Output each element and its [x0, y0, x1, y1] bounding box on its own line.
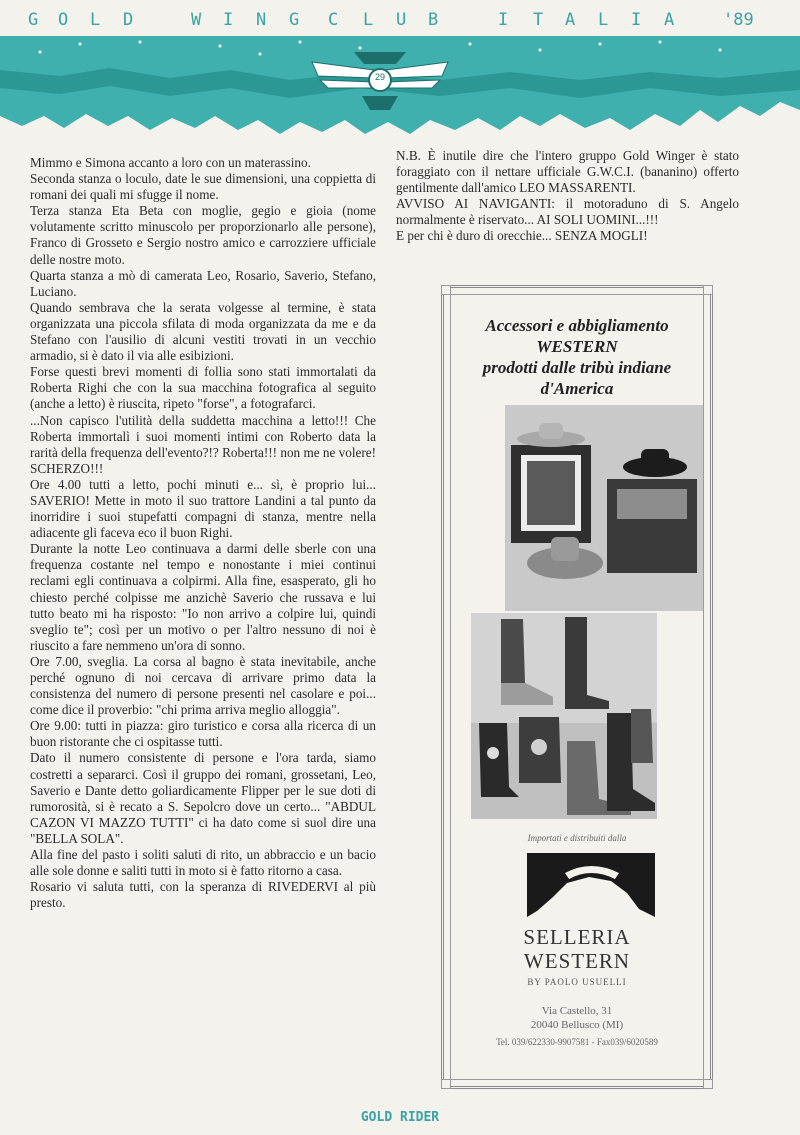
ad-credit: Importati e distribuiti dalla [527, 833, 627, 843]
paragraph: Rosario vi saluta tutti, con la speranza di RIVEDERVI al più presto. [30, 879, 376, 911]
ad-headline-line: prodotti dalle tribù indiane [482, 358, 672, 377]
header-letter: T [533, 10, 544, 30]
paragraph: Dato il numero consistente di persone e l'ora tarda, siamo costretti a separarci. Così il gruppo dei romani, grossetani, Leo, Saverio e Dante detto goliardicamente Flipper per le sue doti di rumorosità, si è recato a S. Sepolcro dove un certo... "ABDUL CAZON VI MAZZO TUTTI" ci ha dato come si suol dire una "BELLA SOLA". [30, 750, 376, 846]
ad-headline [441, 315, 713, 399]
selleria-logo-icon [527, 853, 655, 917]
paragraph: Ore 9.00: tutti in piazza: giro turistico e corsa alla ricerca di un buon ristorante che ci ospitasse tutti. [30, 718, 376, 750]
brand-line: WESTERN [523, 949, 631, 973]
paragraph: N.B. È inutile dire che l'intero gruppo Gold Winger è stato foraggiato con il nettare ufficiale G.W.C.I. (bananino) offerto gentilmente dall'amico LEO MASSARENTI. [396, 148, 739, 196]
paragraph: Forse questi brevi momenti di follia sono stati immortalati da Roberta Righi che con la sua macchina fotografica al seguito (anche a letto) è riuscita, ripeto "forse", a fotografarci. [30, 364, 376, 412]
paragraph: Seconda stanza o loculo, date le sue dimensioni, una coppietta di romani dei quali mi sfugge il nome. [30, 171, 376, 203]
header-letter: G [289, 10, 300, 30]
header-letter: A [565, 10, 576, 30]
brand-name [441, 925, 713, 973]
paragraph: Mimmo e Simona accanto a loro con un materassino. [30, 155, 311, 170]
ad-corner [703, 285, 713, 295]
address-city: 20040 Bellusco (MI) [530, 1019, 624, 1031]
header-letter: C [328, 10, 339, 30]
address-street: Via Castello, 31 [541, 1005, 613, 1017]
paragraph: Quando sembrava che la serata volgesse al termine, è stata organizzata una piccola sfilata di moda organizzata da me e da Stefano con l'ausilio di alcuni vestiti trovati in un vecchio armadio, si è dato il via alle esibizioni. [30, 299, 376, 364]
paragraph: AVVISO AI NAVIGANTI: il motoraduno di S. Angelo normalmente è riservato... AI SOLI UOMINI...!!! [396, 196, 739, 228]
photo-hats-and-frames [505, 405, 703, 611]
paragraph: ...Non capisco l'utilità della suddetta macchina a letto!!! Che Roberta immortalì i suoi momenti intimi con Roberto data la rarità della frequenza dell'evento?!? Roberta!!! non me ne volere! SCHERZO!!! [30, 412, 376, 476]
ad-corner [703, 1079, 713, 1089]
header-letter: L [90, 10, 101, 30]
brand-byline: BY PAOLO USUELLI [527, 977, 627, 987]
header-letter: I [223, 10, 234, 30]
ad-corner [441, 1079, 451, 1089]
header-banner [0, 30, 800, 150]
paragraph: Ore 4.00 tutti a letto, pochi minuti e... sì, è proprio lui... SAVERIO! Mette in moto il suo trattore Landini a tal punto da inorridire i suoi stupefatti compagni di stanza, mentre nella adiacente gli faceva eco il buon Righi. [30, 476, 376, 541]
header-letter: I [498, 10, 509, 30]
ad-headline-line: WESTERN [536, 337, 618, 356]
article-left-column [30, 155, 376, 911]
badge-number: 29 [374, 72, 386, 82]
photo-western-boots [471, 613, 657, 819]
contact-phone: Tel. 039/622330-9907581 - Fax039/6020589 [496, 1037, 658, 1047]
footer-title: GOLD RIDER [360, 1110, 440, 1125]
article-right-column [396, 148, 739, 245]
paragraph: Ore 7.00, sveglia. La corsa al bagno è stata inevitabile, anche perché ognuno di noi cercava di arrivare primo data la consistenza del numero di persone presenti nel casolare e poi... come dice il proverbio: "chi prima arriva meglio alloggia". [30, 653, 376, 718]
advertisement-box [441, 285, 713, 1089]
header-letter: U [396, 10, 407, 30]
ad-headline-line: d'America [540, 379, 614, 398]
header-letter: O [58, 10, 69, 30]
paragraph: Terza stanza Eta Beta con moglie, gegio e gioia (nome volutamente scritto minuscolo per proporzionarlo alle persone), Franco di Grosseto e Sergio nostro amico e carrozziere ufficiale delle nostre moto. [30, 203, 376, 267]
ad-corner [441, 285, 451, 295]
paragraph: E per chi è duro di orecchie... SENZA MOGLI! [396, 228, 648, 244]
paragraph: Quarta stanza a mò di camerata Leo, Rosario, Saverio, Stefano, Luciano. [30, 267, 376, 299]
ad-headline-line: Accessori e abbigliamento [485, 316, 669, 335]
header-letter: G [28, 10, 39, 30]
paragraph: Alla fine del pasto i soliti saluti di rito, un abbraccio e un bacio alle sole donne e saliti tutti in moto si è fatto ritorno a casa. [30, 847, 376, 879]
header-letter: L [598, 10, 609, 30]
header-letter: '89 [723, 10, 754, 30]
brand-line: SELLERIA [523, 925, 631, 949]
header-letter: I [631, 10, 642, 30]
header-letter: A [664, 10, 675, 30]
header-letter: B [428, 10, 439, 30]
header-letter: N [256, 10, 267, 30]
paragraph: Durante la notte Leo continuava a darmi delle sberle con una frequenza costante nel tempo e nonostante i miei continui reclami egli continuava a colpirmi. Alla fine, esasperato, gli ho chiesto perché colpisse me anzichè Saverio che russava e lui tutto beato mi ha risposto: "Io non arrivo a colpire lui, quindi sveglio te"; così per un motivo o per l'altro nessuno di noi è riuscito a fare nemmeno un'ora di sonno. [30, 541, 376, 653]
header-letter: W [191, 10, 202, 30]
header-letter: L [363, 10, 374, 30]
header-letter: D [123, 10, 134, 30]
